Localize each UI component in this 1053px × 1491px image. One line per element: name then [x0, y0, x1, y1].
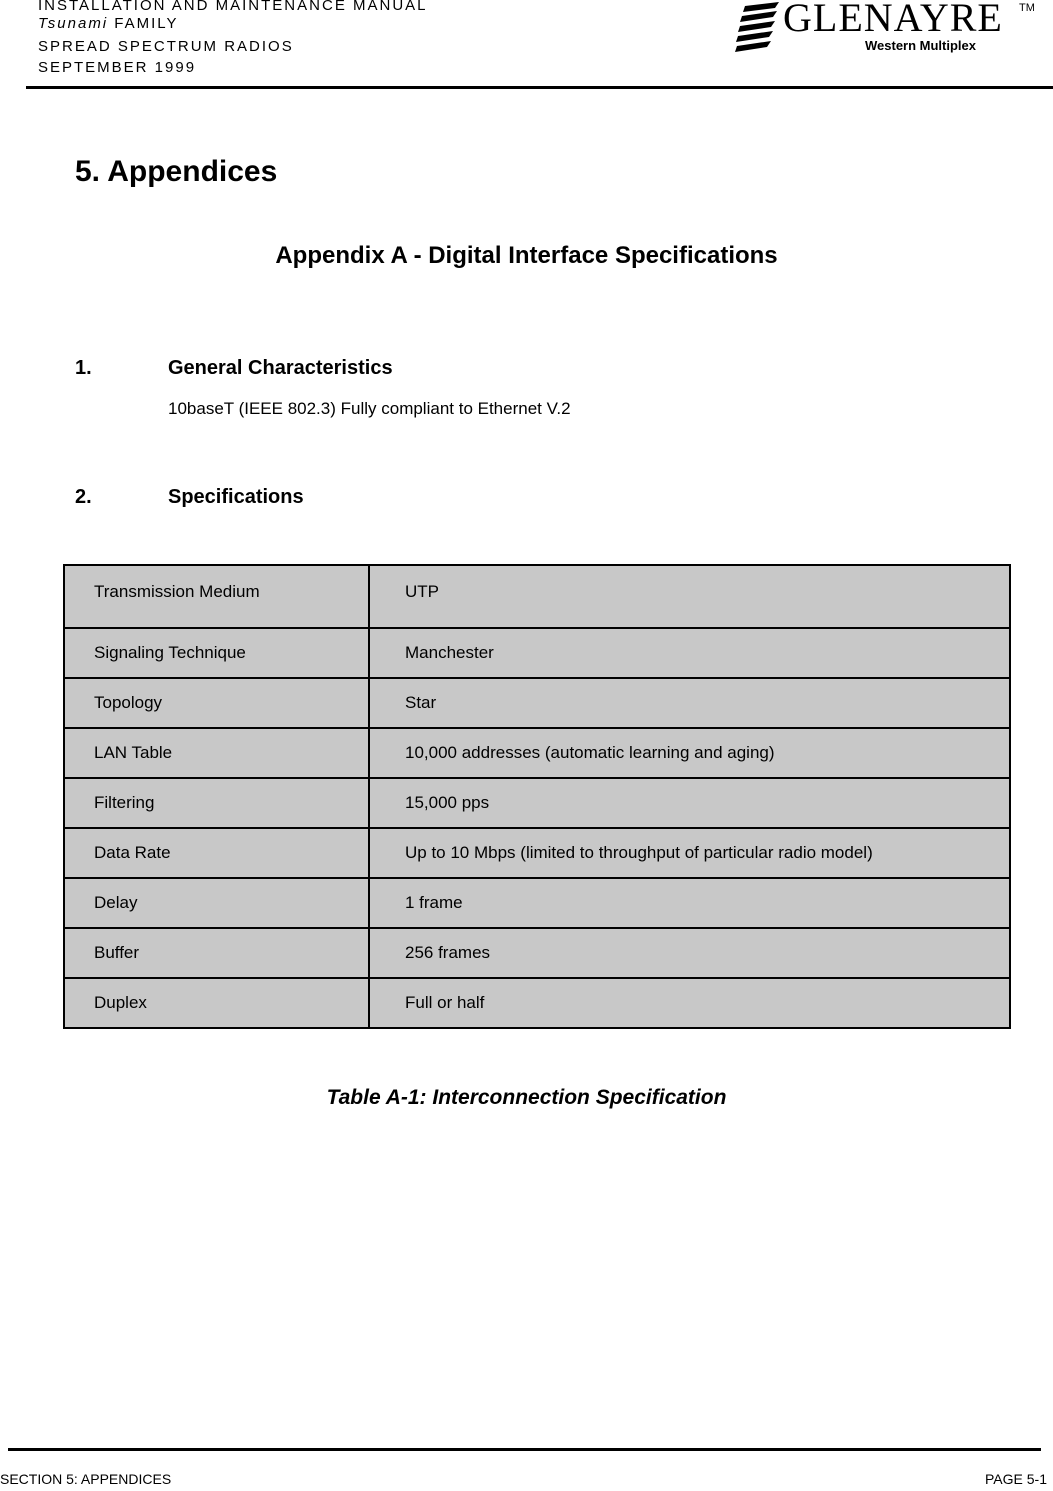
spec-key: Filtering — [64, 778, 369, 828]
spec-key: Topology — [64, 678, 369, 728]
header-family — [38, 15, 179, 33]
spec-key: Transmission Medium — [64, 565, 369, 628]
header-manual-title: INSTALLATION AND MAINTENANCE MANUAL — [38, 0, 428, 14]
spec-key: LAN Table — [64, 728, 369, 778]
spec-value: 1 frame — [369, 878, 1010, 928]
spec-value: 10,000 addresses (automatic learning and aging) — [369, 728, 1010, 778]
table-row — [64, 978, 1010, 1028]
section-1-number: 1. — [75, 357, 92, 379]
spec-table — [63, 564, 1011, 1029]
spec-key: Delay — [64, 878, 369, 928]
logo-wordmark: GLENAYRE — [783, 0, 1003, 40]
table-row — [64, 778, 1010, 828]
spec-value: UTP — [369, 565, 1010, 628]
logo-subtitle: Western Multiplex — [865, 38, 977, 53]
table-row — [64, 878, 1010, 928]
section-1-body: 10baseT (IEEE 802.3) Fully compliant to Ethernet V.2 — [168, 399, 571, 418]
spec-value: 15,000 pps — [369, 778, 1010, 828]
spec-value: Full or half — [369, 978, 1010, 1028]
glenayre-logo — [735, 0, 1035, 56]
spec-value: Star — [369, 678, 1010, 728]
spec-key: Data Rate — [64, 828, 369, 878]
section-2-number: 2. — [75, 486, 92, 508]
spec-value: 256 frames — [369, 928, 1010, 978]
glenayre-logo-mark-icon — [735, 2, 781, 54]
table-row — [64, 928, 1010, 978]
spec-value: Up to 10 Mbps (limited to throughput of particular radio model) — [369, 828, 1010, 878]
footer-page-number: PAGE 5-1 — [985, 1471, 1047, 1487]
header-date: SEPTEMBER 1999 — [38, 59, 197, 76]
table-row — [64, 678, 1010, 728]
section-title: 5. Appendices — [75, 155, 278, 188]
header-family-suffix: FAMILY — [108, 15, 179, 32]
section-1-heading: General Characteristics — [168, 357, 393, 379]
table-row — [64, 565, 1010, 628]
footer-rule — [8, 1448, 1041, 1451]
footer-section: SECTION 5: APPENDICES — [0, 1471, 172, 1487]
spec-key: Signaling Technique — [64, 628, 369, 678]
table-caption: Table A-1: Interconnection Specification — [326, 1086, 727, 1109]
spec-value: Manchester — [369, 628, 1010, 678]
header-product: SPREAD SPECTRUM RADIOS — [38, 38, 294, 55]
spec-key: Duplex — [64, 978, 369, 1028]
appendix-title: Appendix A - Digital Interface Specifications — [275, 242, 778, 269]
spec-key: Buffer — [64, 928, 369, 978]
section-2-heading: Specifications — [168, 486, 304, 508]
header-family-name: Tsunami — [38, 15, 109, 32]
table-row — [64, 728, 1010, 778]
table-row — [64, 828, 1010, 878]
table-row — [64, 628, 1010, 678]
header-rule — [26, 86, 1053, 89]
logo-trademark: TM — [1019, 2, 1035, 14]
